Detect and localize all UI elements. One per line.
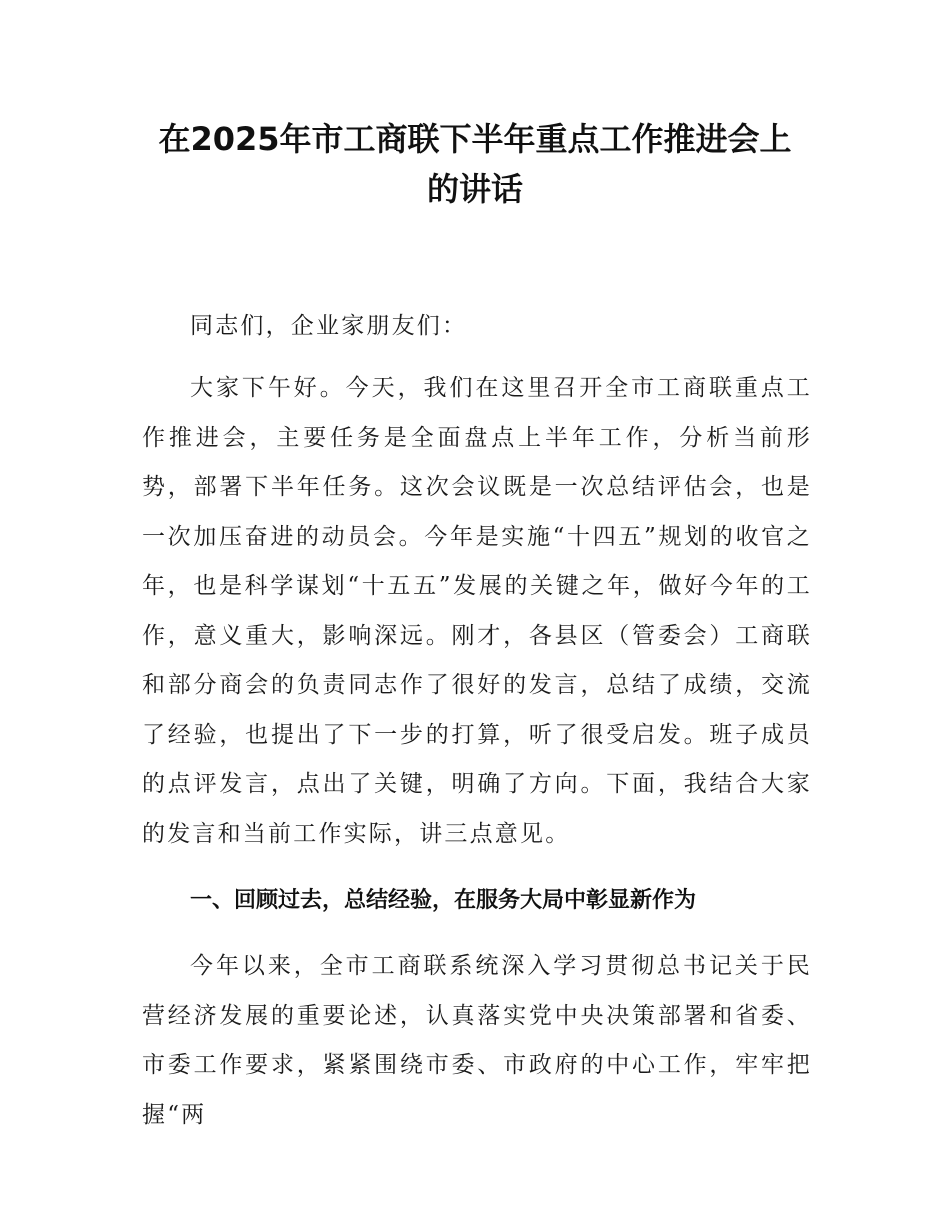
opening-paragraph-block bbox=[142, 364, 812, 859]
section1-paragraph-block bbox=[142, 942, 812, 1140]
title-line-2: 的讲话 bbox=[426, 170, 523, 208]
section1-paragraph: 今年以来，全市工商联系统深入学习贯彻总书记关于民营经济发展的重要论述，认真落实党中央决策部署和省委、市委工作要求，紧紧围绕市委、市政府的中心工作，牢牢把握“两 bbox=[142, 953, 812, 1128]
greeting-text: 同志们，企业家朋友们： bbox=[190, 313, 468, 339]
title-line-1: 在2025年市工商联下半年重点工作推进会上 bbox=[158, 120, 792, 158]
greeting-block bbox=[142, 302, 812, 352]
opening-paragraph: 大家下午好。今天，我们在这里召开全市工商联重点工作推进会，主要任务是全面盘点上半年工作，分析当前形势，部署下半年任务。这次会议既是一次总结评估会，也是一次加压奋进的动员会。今年是实施“十四五”规划的收官之年，也是科学谋划“十五五”发展的关键之年，做好今年的工作，意义重大，影响深远。刚才，各县区（管委会）工商联和部分商会的负责同志作了很好的发言，总结了成绩，交流了经验，也提出了下一步的打算，听了很受启发。班子成员的点评发言，点出了关键，明确了方向。下面，我结合大家的发言和当前工作实际，讲三点意见。 bbox=[142, 375, 812, 847]
document-title bbox=[100, 114, 850, 214]
section-heading-1: 一、回顾过去，总结经验，在服务大局中彰显新作为 bbox=[190, 888, 697, 913]
